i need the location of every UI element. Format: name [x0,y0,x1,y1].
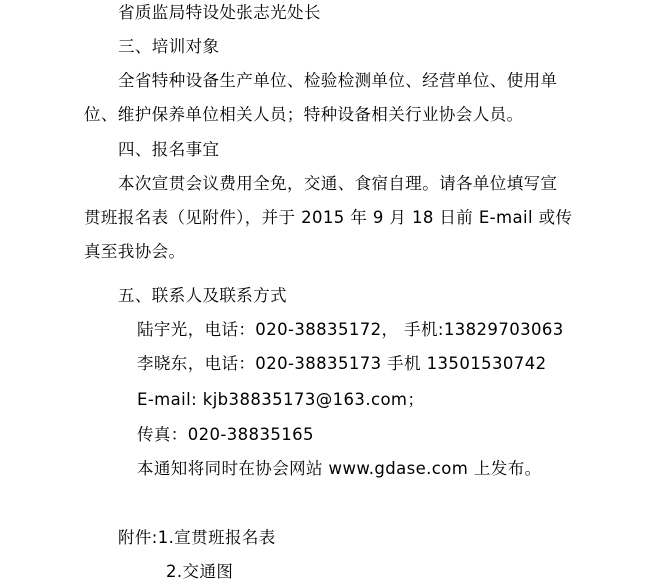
registration-line-2: 贯班报名表（见附件），并于 2015 年 9 月 18 日前 E-mail 或传 [84,208,573,227]
speaker-line: 省质监局特设处张志光处长 [118,3,321,22]
website-notice: 本通知将同时在协会网站 www.gdase.com 上发布。 [137,459,542,478]
section-three-heading: 三、培训对象 [118,37,220,56]
section-four-heading: 四、报名事宜 [118,140,220,159]
contact-email: E-mail: kjb38835173@163.com； [137,390,425,409]
contact-fax: 传真：020-38835165 [137,425,314,444]
registration-line-1: 本次宣贯会议费用全免，交通、食宿自理。请各单位填写宣 [118,174,558,193]
attachment-line-2: 2.交通图 [166,562,234,581]
contact-lu-yuguang: 陆宇光，电话：020-38835172， 手机:13829703063 [137,320,564,339]
contact-li-xiaodong: 李晓东，电话：020-38835173 手机 13501530742 [137,354,547,373]
attachment-line-1: 附件:1.宣贯班报名表 [118,528,276,547]
training-target-line-1: 全省特种设备生产单位、检验检测单位、经营单位、使用单 [118,71,558,90]
registration-line-3: 真至我协会。 [84,242,186,261]
section-five-heading: 五、联系人及联系方式 [118,286,287,305]
training-target-line-2: 位、维护保养单位相关人员；特种设备相关行业协会人员。 [84,105,524,124]
